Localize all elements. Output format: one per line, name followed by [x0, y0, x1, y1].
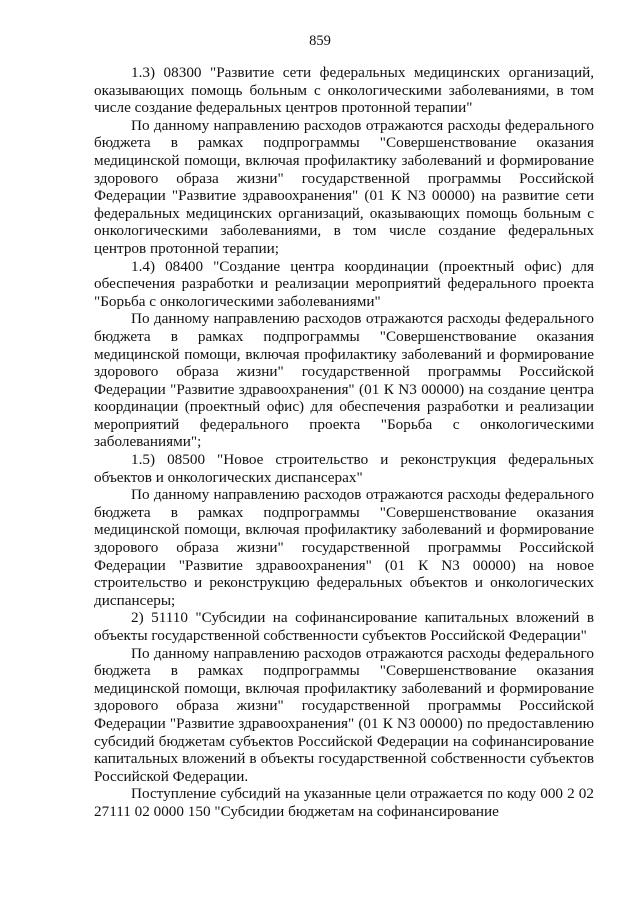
paragraph-1-3-description: По данному направлению расходов отражаются расходы федерального бюджета в рамках подпрограммы "Совершенствование оказания медицинской помощи, включая профилактику заболеваний и формирование здорового образа жизни" государственной программы Российской Федерации "Развитие здравоохранения" (01 К N3 00000) на развитие сети федеральных медицинских организаций, оказывающих помощь больным с онкологическими заболеваниями, в том числе создание федеральных центров протонной терапии; [94, 116, 594, 257]
paragraph-1-4-description: По данному направлению расходов отражаются расходы федерального бюджета в рамках подпрограммы "Совершенствование оказания медицинской помощи, включая профилактику заболеваний и формирование здорового образа жизни" государственной программы Российской Федерации "Развитие здравоохранения" (01 К N3 00000) на создание центра координации (проектный офис) для обеспечения разработки и реализации мероприятий федерального проекта "Борьба с онкологическими заболеваниями"; [94, 310, 594, 451]
paragraph-1-4-item: 1.4) 08400 "Создание центра координации (проектный офис) для обеспечения разработки и реализации мероприятий федерального проекта "Борьба с онкологическими заболеваниями" [94, 257, 594, 310]
paragraph-1-5-item: 1.5) 08500 "Новое строительство и реконструкция федеральных объектов и онкологических диспансерах" [94, 451, 594, 486]
paragraph-2-description: По данному направлению расходов отражаются расходы федерального бюджета в рамках подпрограммы "Совершенствование оказания медицинской помощи, включая профилактику заболеваний и формирование здорового образа жизни" государственной программы Российской Федерации "Развитие здравоохранения" (01 К N3 00000) по предоставлению субсидий бюджетам субъектов Российской Федерации на софинансирование капитальных вложений в объекты государственной собственности субъектов Российской Федерации. [94, 644, 594, 785]
paragraph-income-code: Поступление субсидий на указанные цели отражается по коду 000 2 02 27111 02 0000 150 "Субсидии бюджетам на софинансирование [94, 785, 594, 820]
page-number: 859 [309, 33, 331, 49]
document-body [94, 64, 594, 821]
paragraph-1-5-description: По данному направлению расходов отражаются расходы федерального бюджета в рамках подпрограммы "Совершенствование оказания медицинской помощи, включая профилактику заболеваний и формирование здорового образа жизни" государственной программы Российской Федерации "Развитие здравоохранения" (01 К N3 00000) на новое строительство и реконструкцию федеральных объектов и онкологических диспансеры; [94, 486, 594, 609]
paragraph-1-3-item: 1.3) 08300 "Развитие сети федеральных медицинских организаций, оказывающих помощь больным с онкологическими заболеваниями, в том числе создание федеральных центров протонной терапии" [94, 64, 594, 117]
paragraph-2-item: 2) 51110 "Субсидии на софинансирование капитальных вложений в объекты государственной собственности субъектов Российской Федерации" [94, 609, 594, 644]
